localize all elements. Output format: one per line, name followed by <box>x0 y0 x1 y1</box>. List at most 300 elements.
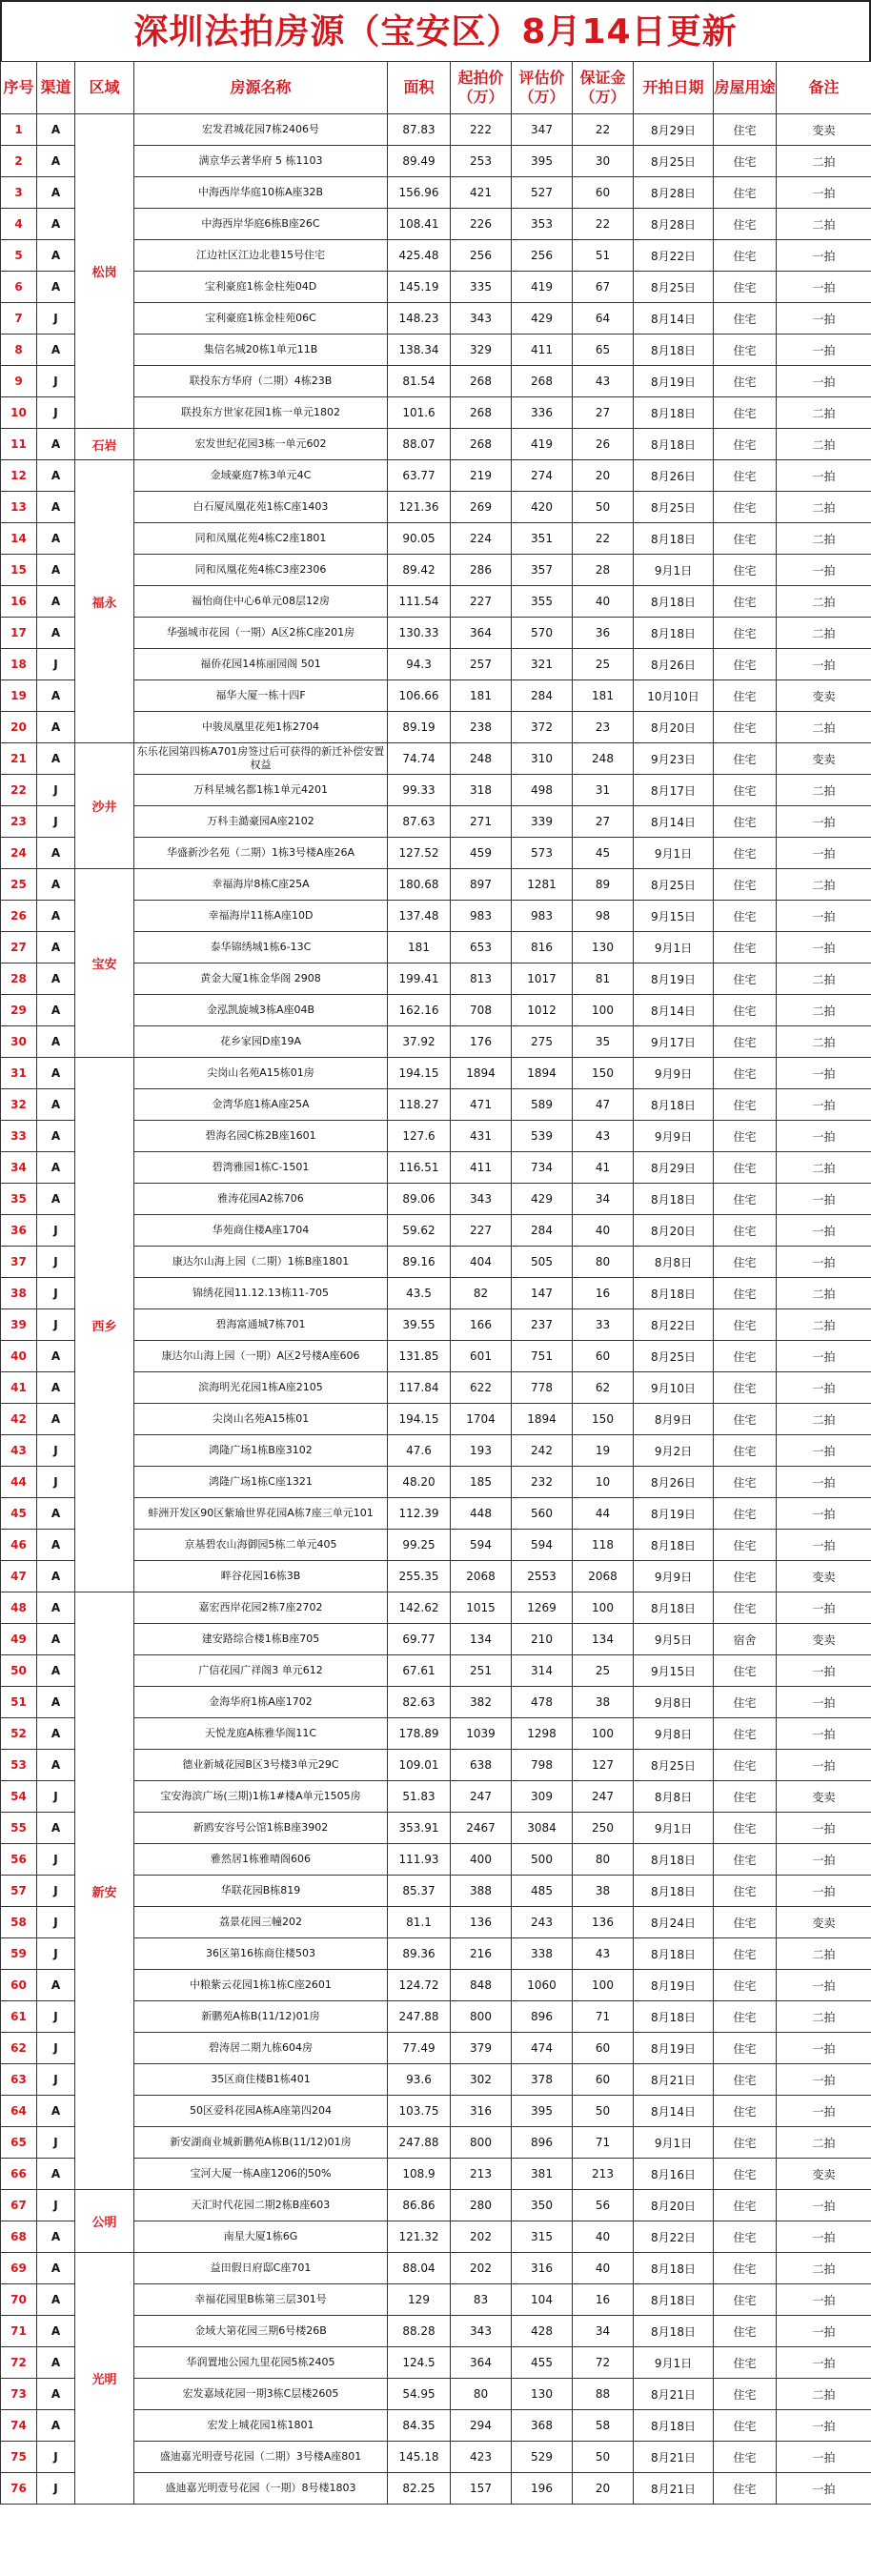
cell-eval-price: 232 <box>512 1467 573 1498</box>
cell-eval-price: 896 <box>512 2127 573 2159</box>
cell-deposit: 58 <box>573 2410 634 2442</box>
cell-eval-price: 539 <box>512 1121 573 1152</box>
cell-channel: A <box>37 1561 75 1592</box>
cell-channel: J <box>37 2001 75 2033</box>
cell-deposit: 43 <box>573 1121 634 1152</box>
cell-start-price: 2068 <box>451 1561 512 1592</box>
cell-seq: 8 <box>1 335 37 366</box>
cell-property-name: 建安路综合楼1栋B座705 <box>134 1624 388 1655</box>
cell-channel: A <box>37 838 75 869</box>
cell-start-price: 224 <box>451 523 512 555</box>
cell-auction-date: 8月18日 <box>634 618 714 649</box>
table-row <box>1 869 871 901</box>
cell-auction-date: 9月9日 <box>634 1121 714 1152</box>
cell-deposit: 40 <box>573 586 634 618</box>
cell-eval-price: 338 <box>512 1938 573 1970</box>
cell-eval-price: 1894 <box>512 1404 573 1435</box>
header-seq: 序号 <box>1 62 37 114</box>
cell-area: 117.84 <box>388 1372 451 1404</box>
cell-note: 二拍 <box>777 492 871 523</box>
cell-area: 86.86 <box>388 2190 451 2221</box>
cell-usage: 住宅 <box>714 272 777 303</box>
cell-auction-date: 8月20日 <box>634 1215 714 1247</box>
cell-area: 108.9 <box>388 2159 451 2190</box>
cell-auction-date: 9月9日 <box>634 1058 714 1089</box>
cell-start-price: 82 <box>451 1278 512 1309</box>
cell-usage: 住宅 <box>714 806 777 838</box>
cell-note: 一拍 <box>777 177 871 209</box>
cell-usage: 住宅 <box>714 1970 777 2001</box>
cell-eval-price: 896 <box>512 2001 573 2033</box>
cell-eval-price: 284 <box>512 680 573 712</box>
cell-area: 130.33 <box>388 618 451 649</box>
cell-seq: 11 <box>1 429 37 460</box>
cell-usage: 住宅 <box>714 2410 777 2442</box>
cell-usage: 住宅 <box>714 1247 777 1278</box>
cell-property-name: 泰华锦绣城1栋6-13C <box>134 932 388 963</box>
cell-note: 一拍 <box>777 1718 871 1750</box>
cell-deposit: 150 <box>573 1058 634 1089</box>
header-channel: 渠道 <box>37 62 75 114</box>
cell-eval-price: 1281 <box>512 869 573 901</box>
cell-deposit: 26 <box>573 429 634 460</box>
cell-usage: 住宅 <box>714 1718 777 1750</box>
cell-start-price: 459 <box>451 838 512 869</box>
cell-channel: A <box>37 1718 75 1750</box>
cell-start-price: 800 <box>451 2001 512 2033</box>
page-title: 深圳法拍房源（宝安区）8月14日更新 <box>0 0 871 61</box>
cell-usage: 住宅 <box>714 1435 777 1467</box>
cell-area: 131.85 <box>388 1341 451 1372</box>
cell-area: 81.54 <box>388 366 451 397</box>
cell-property-name: 新鹏苑A栋B(11/12)01房 <box>134 2001 388 2033</box>
cell-auction-date: 8月22日 <box>634 240 714 272</box>
cell-deposit: 130 <box>573 932 634 963</box>
cell-property-name: 江边社区江边北巷15号住宅 <box>134 240 388 272</box>
cell-auction-date: 8月18日 <box>634 2316 714 2347</box>
cell-property-name: 尖岗山名苑A15栋01 <box>134 1404 388 1435</box>
cell-note: 一拍 <box>777 2033 871 2064</box>
cell-seq: 2 <box>1 146 37 177</box>
cell-area: 88.07 <box>388 429 451 460</box>
cell-deposit: 43 <box>573 1938 634 1970</box>
cell-usage: 住宅 <box>714 335 777 366</box>
cell-area: 194.15 <box>388 1404 451 1435</box>
cell-auction-date: 8月19日 <box>634 2033 714 2064</box>
cell-note: 一拍 <box>777 1467 871 1498</box>
cell-eval-price: 315 <box>512 2221 573 2253</box>
cell-seq: 1 <box>1 114 37 146</box>
cell-channel: J <box>37 1247 75 1278</box>
cell-property-name: 碧涛居二期九栋604房 <box>134 2033 388 2064</box>
cell-property-name: 锦绣花园11.12.13栋11-705 <box>134 1278 388 1309</box>
cell-start-price: 269 <box>451 492 512 523</box>
cell-property-name: 盛迪嘉光明壹号花园（一期）8号楼1803 <box>134 2473 388 2505</box>
cell-auction-date: 8月22日 <box>634 1309 714 1341</box>
cell-start-price: 176 <box>451 1026 512 1058</box>
cell-deposit: 136 <box>573 1907 634 1938</box>
cell-eval-price: 237 <box>512 1309 573 1341</box>
cell-channel: J <box>37 806 75 838</box>
cell-note: 一拍 <box>777 2442 871 2473</box>
cell-note: 一拍 <box>777 1844 871 1876</box>
cell-channel: A <box>37 1750 75 1781</box>
cell-area: 137.48 <box>388 901 451 932</box>
cell-channel: A <box>37 1152 75 1184</box>
cell-note: 一拍 <box>777 2347 871 2379</box>
cell-property-name: 广信花园广祥阁3 单元612 <box>134 1655 388 1687</box>
cell-note: 二拍 <box>777 963 871 995</box>
cell-deposit: 35 <box>573 1026 634 1058</box>
cell-eval-price: 314 <box>512 1655 573 1687</box>
cell-start-price: 251 <box>451 1655 512 1687</box>
cell-deposit: 50 <box>573 2096 634 2127</box>
cell-usage: 住宅 <box>714 492 777 523</box>
cell-channel: A <box>37 2316 75 2347</box>
cell-property-name: 宝利豪庭1栋金桂苑06C <box>134 303 388 335</box>
cell-channel: A <box>37 1970 75 2001</box>
cell-auction-date: 8月9日 <box>634 1404 714 1435</box>
cell-deposit: 20 <box>573 460 634 492</box>
cell-auction-date: 9月17日 <box>634 1026 714 1058</box>
cell-area: 109.01 <box>388 1750 451 1781</box>
cell-deposit: 19 <box>573 1435 634 1467</box>
cell-usage: 住宅 <box>714 2064 777 2096</box>
cell-area: 89.19 <box>388 712 451 743</box>
cell-deposit: 60 <box>573 1341 634 1372</box>
cell-deposit: 10 <box>573 1467 634 1498</box>
cell-start-price: 594 <box>451 1530 512 1561</box>
cell-eval-price: 1298 <box>512 1718 573 1750</box>
cell-property-name: 幸福海岸8栋C座25A <box>134 869 388 901</box>
cell-eval-price: 372 <box>512 712 573 743</box>
cell-property-name: 华润置地公园九里花园5栋2405 <box>134 2347 388 2379</box>
cell-channel: A <box>37 963 75 995</box>
cell-deposit: 44 <box>573 1498 634 1530</box>
cell-start-price: 248 <box>451 743 512 775</box>
cell-eval-price: 419 <box>512 429 573 460</box>
cell-channel: J <box>37 2127 75 2159</box>
cell-seq: 36 <box>1 1215 37 1247</box>
cell-seq: 17 <box>1 618 37 649</box>
cell-start-price: 213 <box>451 2159 512 2190</box>
cell-seq: 69 <box>1 2253 37 2284</box>
cell-channel: A <box>37 743 75 775</box>
cell-eval-price: 1894 <box>512 1058 573 1089</box>
cell-usage: 住宅 <box>714 1404 777 1435</box>
cell-seq: 42 <box>1 1404 37 1435</box>
cell-area: 89.49 <box>388 146 451 177</box>
cell-note: 一拍 <box>777 2221 871 2253</box>
cell-deposit: 80 <box>573 1247 634 1278</box>
cell-auction-date: 9月9日 <box>634 1561 714 1592</box>
cell-start-price: 238 <box>451 712 512 743</box>
cell-eval-price: 589 <box>512 1089 573 1121</box>
cell-start-price: 343 <box>451 1184 512 1215</box>
cell-area: 247.88 <box>388 2001 451 2033</box>
cell-seq: 66 <box>1 2159 37 2190</box>
cell-start-price: 185 <box>451 1467 512 1498</box>
cell-note: 变卖 <box>777 1624 871 1655</box>
cell-region: 公明 <box>75 2190 134 2253</box>
cell-usage: 住宅 <box>714 1844 777 1876</box>
cell-usage: 住宅 <box>714 429 777 460</box>
cell-deposit: 100 <box>573 1718 634 1750</box>
cell-start-price: 134 <box>451 1624 512 1655</box>
cell-region: 新安 <box>75 1592 134 2190</box>
cell-property-name: 华盛新沙名苑（二期）1栋3号楼A座26A <box>134 838 388 869</box>
cell-deposit: 98 <box>573 901 634 932</box>
cell-auction-date: 9月8日 <box>634 1718 714 1750</box>
cell-note: 二拍 <box>777 429 871 460</box>
cell-eval-price: 1060 <box>512 1970 573 2001</box>
cell-usage: 住宅 <box>714 366 777 397</box>
cell-note: 二拍 <box>777 586 871 618</box>
cell-area: 89.16 <box>388 1247 451 1278</box>
cell-seq: 33 <box>1 1121 37 1152</box>
cell-auction-date: 8月28日 <box>634 209 714 240</box>
cell-start-price: 364 <box>451 618 512 649</box>
cell-channel: A <box>37 1404 75 1435</box>
cell-property-name: 中海西岸华庭10栋A座32B <box>134 177 388 209</box>
cell-auction-date: 8月18日 <box>634 429 714 460</box>
cell-start-price: 379 <box>451 2033 512 2064</box>
table-row <box>1 460 871 492</box>
cell-start-price: 318 <box>451 775 512 806</box>
cell-deposit: 60 <box>573 177 634 209</box>
cell-property-name: 金海华府1栋A座1702 <box>134 1687 388 1718</box>
cell-note: 一拍 <box>777 555 871 586</box>
cell-deposit: 80 <box>573 1844 634 1876</box>
cell-property-name: 天悦龙庭A栋雅华阁11C <box>134 1718 388 1750</box>
cell-usage: 住宅 <box>714 1876 777 1907</box>
cell-channel: A <box>37 1372 75 1404</box>
cell-usage: 住宅 <box>714 303 777 335</box>
cell-deposit: 16 <box>573 1278 634 1309</box>
cell-usage: 宿舍 <box>714 1624 777 1655</box>
cell-usage: 住宅 <box>714 2033 777 2064</box>
cell-area: 124.72 <box>388 1970 451 2001</box>
cell-note: 二拍 <box>777 2379 871 2410</box>
cell-property-name: 华苑商住楼A座1704 <box>134 1215 388 1247</box>
cell-property-name: 同和凤凰花苑4栋C3座2306 <box>134 555 388 586</box>
cell-deposit: 81 <box>573 963 634 995</box>
cell-start-price: 448 <box>451 1498 512 1530</box>
cell-usage: 住宅 <box>714 2253 777 2284</box>
cell-seq: 62 <box>1 2033 37 2064</box>
cell-usage: 住宅 <box>714 2001 777 2033</box>
cell-seq: 75 <box>1 2442 37 2473</box>
cell-area: 124.5 <box>388 2347 451 2379</box>
listing-table <box>0 61 871 2505</box>
cell-property-name: 万科圭澔豪园A座2102 <box>134 806 388 838</box>
cell-property-name: 益田假日府邸C座701 <box>134 2253 388 2284</box>
cell-channel: J <box>37 1844 75 1876</box>
cell-area: 99.25 <box>388 1530 451 1561</box>
cell-eval-price: 147 <box>512 1278 573 1309</box>
cell-usage: 住宅 <box>714 618 777 649</box>
cell-property-name: 华强城市花园（一期）A区2栋C座201房 <box>134 618 388 649</box>
cell-deposit: 25 <box>573 1655 634 1687</box>
cell-usage: 住宅 <box>714 712 777 743</box>
cell-property-name: 幸福海岸11栋A座10D <box>134 901 388 932</box>
cell-note: 变卖 <box>777 1781 871 1813</box>
cell-note: 一拍 <box>777 932 871 963</box>
cell-property-name: 金域豪庭7栋3单元4C <box>134 460 388 492</box>
cell-channel: A <box>37 680 75 712</box>
cell-auction-date: 8月25日 <box>634 492 714 523</box>
cell-usage: 住宅 <box>714 1655 777 1687</box>
cell-eval-price: 310 <box>512 743 573 775</box>
cell-usage: 住宅 <box>714 2096 777 2127</box>
cell-note: 二拍 <box>777 1278 871 1309</box>
cell-area: 116.51 <box>388 1152 451 1184</box>
cell-auction-date: 8月18日 <box>634 1592 714 1624</box>
cell-eval-price: 210 <box>512 1624 573 1655</box>
cell-seq: 43 <box>1 1435 37 1467</box>
cell-eval-price: 339 <box>512 806 573 838</box>
cell-note: 二拍 <box>777 2127 871 2159</box>
cell-note: 一拍 <box>777 2316 871 2347</box>
cell-seq: 49 <box>1 1624 37 1655</box>
cell-channel: A <box>37 2159 75 2190</box>
cell-deposit: 127 <box>573 1750 634 1781</box>
cell-note: 一拍 <box>777 1813 871 1844</box>
cell-usage: 住宅 <box>714 2379 777 2410</box>
cell-region: 福永 <box>75 460 134 743</box>
cell-property-name: 盛迪嘉光明壹号花园（二期）3号楼A座801 <box>134 2442 388 2473</box>
cell-start-price: 256 <box>451 240 512 272</box>
cell-area: 118.27 <box>388 1089 451 1121</box>
cell-seq: 46 <box>1 1530 37 1561</box>
cell-property-name: 联投东方华府（二期）4栋23B <box>134 366 388 397</box>
cell-deposit: 250 <box>573 1813 634 1844</box>
header-deposit: 保证金（万） <box>573 62 634 114</box>
cell-area: 101.6 <box>388 397 451 429</box>
cell-start-price: 294 <box>451 2410 512 2442</box>
cell-area: 255.35 <box>388 1561 451 1592</box>
cell-channel: A <box>37 1530 75 1561</box>
cell-start-price: 219 <box>451 460 512 492</box>
cell-seq: 73 <box>1 2379 37 2410</box>
cell-property-name: 宏发世纪花园3栋一单元602 <box>134 429 388 460</box>
cell-deposit: 43 <box>573 366 634 397</box>
cell-property-name: 中粮紫云花园1栋1栋C座2601 <box>134 1970 388 2001</box>
cell-area: 247.88 <box>388 2127 451 2159</box>
cell-property-name: 宝利豪庭1栋金柱苑04D <box>134 272 388 303</box>
cell-deposit: 31 <box>573 775 634 806</box>
cell-start-price: 286 <box>451 555 512 586</box>
header-property-name: 房源名称 <box>134 62 388 114</box>
cell-seq: 24 <box>1 838 37 869</box>
cell-deposit: 89 <box>573 869 634 901</box>
cell-area: 85.37 <box>388 1876 451 1907</box>
cell-usage: 住宅 <box>714 240 777 272</box>
cell-seq: 32 <box>1 1089 37 1121</box>
cell-property-name: 集信名城20栋1单元11B <box>134 335 388 366</box>
cell-deposit: 25 <box>573 649 634 680</box>
cell-deposit: 38 <box>573 1876 634 1907</box>
table-row <box>1 2190 871 2221</box>
cell-start-price: 136 <box>451 1907 512 1938</box>
cell-usage: 住宅 <box>714 1687 777 1718</box>
cell-deposit: 41 <box>573 1152 634 1184</box>
cell-region: 松岗 <box>75 114 134 429</box>
cell-start-price: 302 <box>451 2064 512 2096</box>
cell-start-price: 202 <box>451 2221 512 2253</box>
cell-start-price: 222 <box>451 114 512 146</box>
cell-deposit: 64 <box>573 303 634 335</box>
cell-note: 一拍 <box>777 806 871 838</box>
cell-channel: A <box>37 1498 75 1530</box>
cell-start-price: 271 <box>451 806 512 838</box>
cell-start-price: 1039 <box>451 1718 512 1750</box>
cell-channel: A <box>37 555 75 586</box>
cell-note: 一拍 <box>777 1876 871 1907</box>
cell-seq: 12 <box>1 460 37 492</box>
cell-note: 一拍 <box>777 1687 871 1718</box>
cell-deposit: 247 <box>573 1781 634 1813</box>
cell-area: 88.04 <box>388 2253 451 2284</box>
cell-seq: 34 <box>1 1152 37 1184</box>
cell-property-name: 金域大第花园三期6号楼26B <box>134 2316 388 2347</box>
cell-auction-date: 8月21日 <box>634 2442 714 2473</box>
cell-usage: 住宅 <box>714 1467 777 1498</box>
cell-channel: A <box>37 1687 75 1718</box>
cell-start-price: 364 <box>451 2347 512 2379</box>
cell-area: 90.05 <box>388 523 451 555</box>
cell-deposit: 50 <box>573 2442 634 2473</box>
cell-seq: 61 <box>1 2001 37 2033</box>
cell-start-price: 193 <box>451 1435 512 1467</box>
cell-property-name: 中骏凤凰里花苑1栋2704 <box>134 712 388 743</box>
cell-seq: 25 <box>1 869 37 901</box>
cell-usage: 住宅 <box>714 1309 777 1341</box>
cell-eval-price: 321 <box>512 649 573 680</box>
cell-property-name: 福侨花园14栋丽园阁 501 <box>134 649 388 680</box>
cell-auction-date: 8月18日 <box>634 1530 714 1561</box>
cell-property-name: 新安湖商业城新鹏苑A栋B(11/12)01房 <box>134 2127 388 2159</box>
cell-note: 一拍 <box>777 1435 871 1467</box>
cell-eval-price: 529 <box>512 2442 573 2473</box>
cell-eval-price: 798 <box>512 1750 573 1781</box>
cell-usage: 住宅 <box>714 963 777 995</box>
cell-area: 111.93 <box>388 1844 451 1876</box>
cell-start-price: 329 <box>451 335 512 366</box>
cell-seq: 52 <box>1 1718 37 1750</box>
cell-seq: 19 <box>1 680 37 712</box>
cell-start-price: 411 <box>451 1152 512 1184</box>
table-row <box>1 1592 871 1624</box>
cell-seq: 47 <box>1 1561 37 1592</box>
cell-eval-price: 474 <box>512 2033 573 2064</box>
cell-area: 138.34 <box>388 335 451 366</box>
cell-deposit: 30 <box>573 146 634 177</box>
cell-auction-date: 9月15日 <box>634 1655 714 1687</box>
cell-eval-price: 3084 <box>512 1813 573 1844</box>
table-row <box>1 2253 871 2284</box>
cell-area: 87.63 <box>388 806 451 838</box>
cell-auction-date: 8月25日 <box>634 1341 714 1372</box>
cell-usage: 住宅 <box>714 586 777 618</box>
cell-start-price: 638 <box>451 1750 512 1781</box>
cell-property-name: 花乡家园D座19A <box>134 1026 388 1058</box>
cell-auction-date: 9月1日 <box>634 2347 714 2379</box>
cell-auction-date: 9月23日 <box>634 743 714 775</box>
cell-auction-date: 9月10日 <box>634 1372 714 1404</box>
cell-auction-date: 8月14日 <box>634 303 714 335</box>
cell-auction-date: 8月25日 <box>634 869 714 901</box>
